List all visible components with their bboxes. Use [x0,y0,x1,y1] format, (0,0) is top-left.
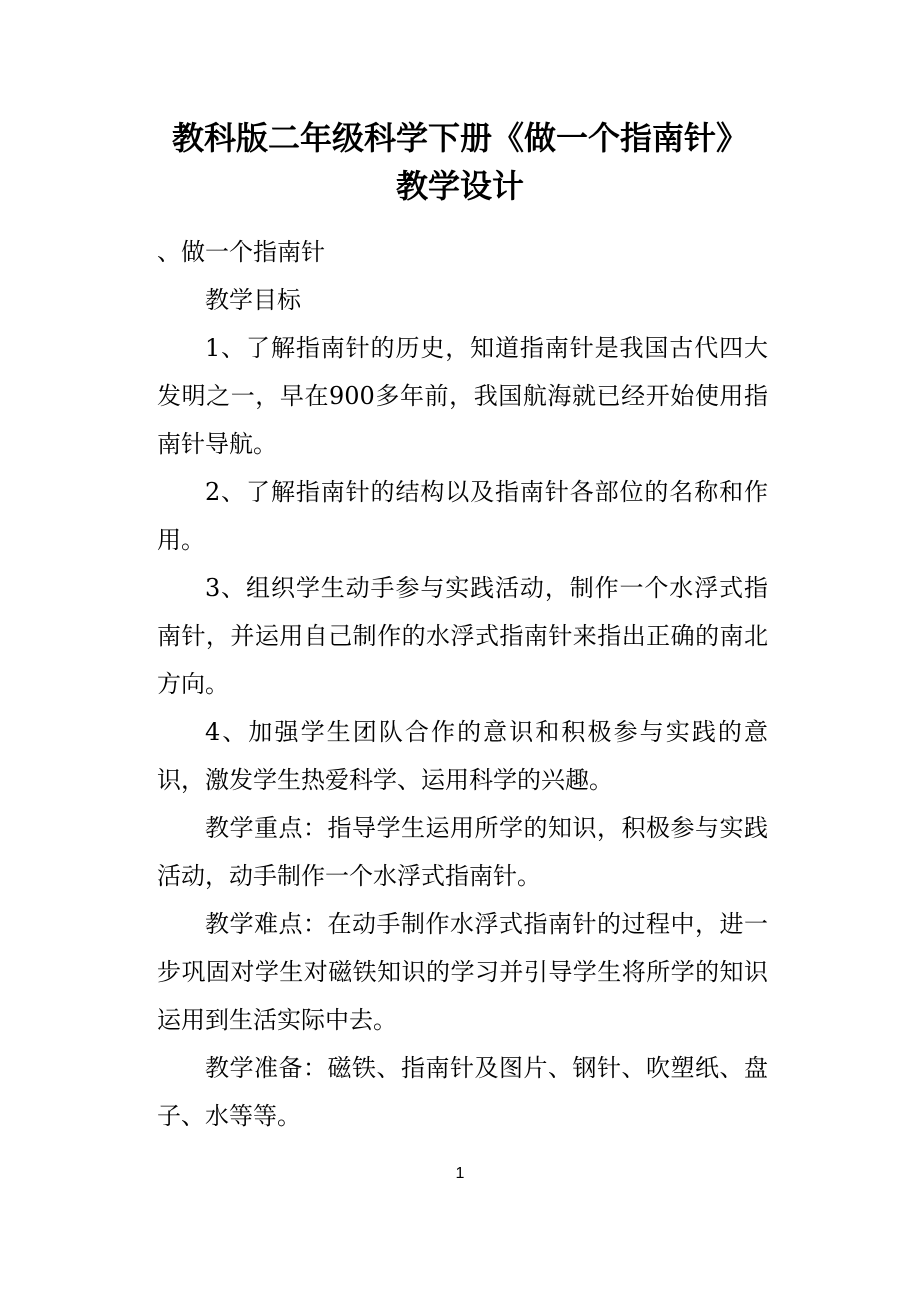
document-title-line-1: 教科版二年级科学下册《做一个指南针》 [171,119,748,157]
subheading-teaching-goals: 教学目标 [205,286,301,314]
goal-item-1: 1、了解指南针的历史，知道指南针是我国古代四大发明之一，早在900多年前，我国航海就已经开始使用指南针导航。 [157,334,768,458]
page-number: 1 [455,1165,465,1182]
document-title-line-2: 教学设计 [395,167,524,205]
goal-item-4: 4、加强学生团队合作的意识和积极参与实践的意识，激发学生热爱科学、运用科学的兴趣。 [157,718,768,794]
teaching-focus: 教学重点：指导学生运用所学的知识，积极参与实践活动，动手制作一个水浮式指南针。 [157,814,768,890]
document-body [157,228,768,1140]
goal-item-3: 3、组织学生动手参与实践活动，制作一个水浮式指南针，并运用自己制作的水浮式指南针来指出正确的南北方向。 [157,574,768,698]
teaching-preparation: 教学准备：磁铁、指南针及图片、钢针、吹塑纸、盘子、水等等。 [157,1054,768,1130]
goal-item-2: 2、了解指南针的结构以及指南针各部位的名称和作用。 [157,478,768,554]
teaching-difficulty: 教学难点：在动手制作水浮式指南针的过程中，进一步巩固对学生对磁铁知识的学习并引导学生将所学的知识运用到生活实际中去。 [157,910,768,1034]
section-heading: 、做一个指南针 [157,238,325,266]
